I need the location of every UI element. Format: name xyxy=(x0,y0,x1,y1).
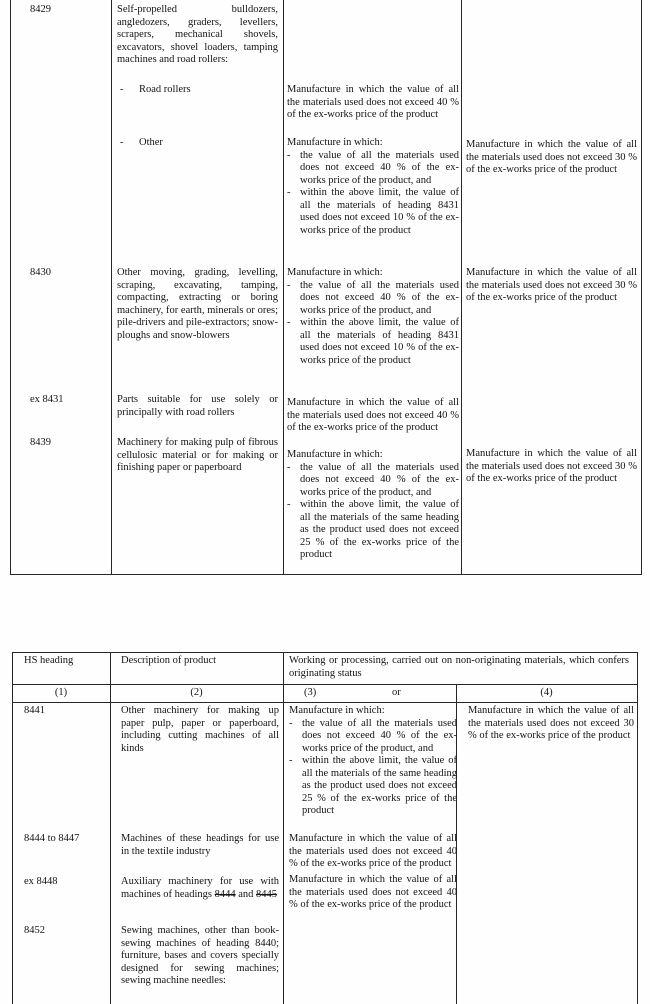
table1-divider-col1-col2 xyxy=(111,0,112,575)
rule-intro: Manufacture in which: xyxy=(287,137,383,148)
bullet-text: the value of all the materials used does not exceed 40 % of the ex-works price of the product, and xyxy=(300,461,459,498)
hs-code: ex 8431 xyxy=(30,394,64,405)
rule-col3-other xyxy=(287,137,459,237)
description-text: and xyxy=(238,888,254,900)
column-number-4: (4) xyxy=(540,687,553,698)
table1-border-right xyxy=(641,0,642,575)
bullet-text: within the above limit, the value of all the materials of the same heading as the product used does not exceed 25 % of the ex-works price of the product xyxy=(302,755,457,816)
hs-code: 8444 to 8447 xyxy=(24,833,80,844)
bullet-text: the value of all the materials used does not exceed 40 % of the ex-works price of the product, and xyxy=(300,149,459,186)
dash-marker: - xyxy=(287,279,291,291)
sub-item-other xyxy=(117,137,281,150)
table1-border-bottom xyxy=(10,574,642,575)
table1-divider-col3-col4 xyxy=(461,0,462,575)
dash-marker: - xyxy=(287,149,291,161)
rule-col3 xyxy=(289,705,457,818)
column-number-2: (2) xyxy=(190,687,203,698)
sub-item-label: Other xyxy=(139,137,163,148)
dash-marker: - xyxy=(289,717,293,729)
product-description: Other machinery for making up paper pulp, paper or paperboard, including cutting machines of all kinds xyxy=(121,705,279,754)
table1-border-left xyxy=(10,0,11,575)
bullet-text: the value of all the materials used does not exceed 40 % of the ex-works price of the product, and xyxy=(300,279,459,316)
table2-divider-col2-col3 xyxy=(283,652,284,1004)
product-description: Parts suitable for use solely or principally with road rollers xyxy=(117,394,278,418)
table2-border-left xyxy=(12,652,13,1004)
column-or-label: or xyxy=(392,687,401,698)
table2-divider-col1-col2 xyxy=(110,652,111,1004)
rule-intro: Manufacture in which: xyxy=(287,267,383,278)
dash-marker: - xyxy=(287,461,291,473)
hs-code: 8430 xyxy=(30,267,51,278)
bullet-item xyxy=(287,280,459,318)
bullet-text: within the above limit, the value of all the materials of heading 8431 used does not exceed 10 % of the ex-works price of the product xyxy=(300,187,459,236)
rule-col3 xyxy=(287,267,459,367)
product-description: Machines of these headings for use in the textile industry xyxy=(121,833,279,857)
sub-item-label: Road rollers xyxy=(139,84,191,95)
rule-col3: Manufacture in which the value of all the materials used does not exceed 40 % of the ex-works price of the product xyxy=(287,397,459,433)
rule-col4: Manufacture in which the value of all the materials used does not exceed 30 % of the ex-works price of the product xyxy=(468,705,634,741)
column-number-1: (1) xyxy=(54,687,68,698)
table2-header-divider-1 xyxy=(12,684,638,685)
header-working-processing: Working or processing, carried out on non-originating materials, which confers originating status xyxy=(289,655,629,679)
bullet-item xyxy=(287,499,459,562)
bullet-item xyxy=(287,462,459,500)
rule-col3: Manufacture in which the value of all the materials used does not exceed 40 % of the ex-works price of the product xyxy=(289,833,457,869)
product-description: Machinery for making pulp of fibrous cellulosic material or for making or finishing paper or paperboard xyxy=(117,437,278,473)
bullet-text: the value of all the materials used does not exceed 40 % of the ex-works price of the product, and xyxy=(302,717,457,754)
dash-marker: - xyxy=(120,137,124,148)
bullet-text: within the above limit, the value of all the materials of heading 8431 used does not exceed 10 % of the ex-works price of the product xyxy=(300,317,459,366)
table-2 xyxy=(12,652,638,1004)
heading-number-struck: 8445 xyxy=(256,888,278,900)
table-1 xyxy=(10,0,643,575)
dash-marker: - xyxy=(287,187,291,198)
bullet-text: within the above limit, the value of all the materials of the same heading as the product used does not exceed 25 % of the ex-works price of the product xyxy=(300,499,459,560)
rule-col4: Manufacture in which the value of all the materials used does not exceed 30 % of the ex-works price of the product xyxy=(466,267,637,303)
dash-marker: - xyxy=(287,317,291,328)
rule-col3 xyxy=(287,449,459,562)
bullet-item xyxy=(287,150,459,188)
bullet-item xyxy=(289,755,457,818)
description-text: Auxiliary machinery for use with machines of headings xyxy=(121,876,279,900)
product-description: Other moving, grading, levelling, scraping, excavating, tamping, compacting, extracting or boring machinery, for earth, minerals or ores; pile-drivers and pile-extractors; snow-ploughs and snow-blowers xyxy=(117,267,278,341)
rule-col3: Manufacture in which the value of all the materials used does not exceed 40 % of the ex-works price of the product xyxy=(289,874,457,910)
rule-col3-road-rollers: Manufacture in which the value of all the materials used does not exceed 40 % of the ex-works price of the product xyxy=(287,84,459,120)
rule-intro: Manufacture in which: xyxy=(289,705,385,716)
hs-code: 8441 xyxy=(24,705,45,716)
hs-code: 8429 xyxy=(30,4,51,15)
bullet-item xyxy=(287,187,459,237)
dash-marker: - xyxy=(289,755,293,766)
table1-divider-col2-col3 xyxy=(283,0,284,575)
table2-border-right xyxy=(637,652,638,1004)
sub-item-road-rollers xyxy=(117,84,281,97)
header-hs-heading: HS heading xyxy=(24,655,74,666)
table2-border-top xyxy=(12,652,638,653)
rule-col4: Manufacture in which the value of all the materials used does not exceed 30 % of the ex-works price of the product xyxy=(466,139,637,175)
bullet-item xyxy=(289,718,457,756)
hs-code: 8452 xyxy=(24,925,45,936)
dash-marker: - xyxy=(120,84,124,95)
product-description xyxy=(121,876,279,901)
table2-header-divider-2 xyxy=(12,702,638,703)
hs-code: 8439 xyxy=(30,437,51,448)
product-description: Sewing machines, other than book-sewing machines of heading 8440; furniture, bases and covers specially designed for sewing machines; sewing machine needles: xyxy=(121,925,279,986)
hs-code: ex 8448 xyxy=(24,876,58,887)
rule-col4: Manufacture in which the value of all the materials used does not exceed 30 % of the ex-works price of the product xyxy=(466,448,637,484)
column-number-3: (3) xyxy=(304,687,317,698)
header-description: Description of product xyxy=(121,655,217,666)
product-description: Self-propelled bulldozers, angledozers, graders, levellers, scrapers, mechanical shovels, excavators, shovel loaders, tamping machines and road rollers: xyxy=(117,4,278,65)
dash-marker: - xyxy=(287,499,291,510)
rule-intro: Manufacture in which: xyxy=(287,449,383,460)
heading-number-struck: 8444 xyxy=(214,888,236,900)
bullet-item xyxy=(287,317,459,367)
